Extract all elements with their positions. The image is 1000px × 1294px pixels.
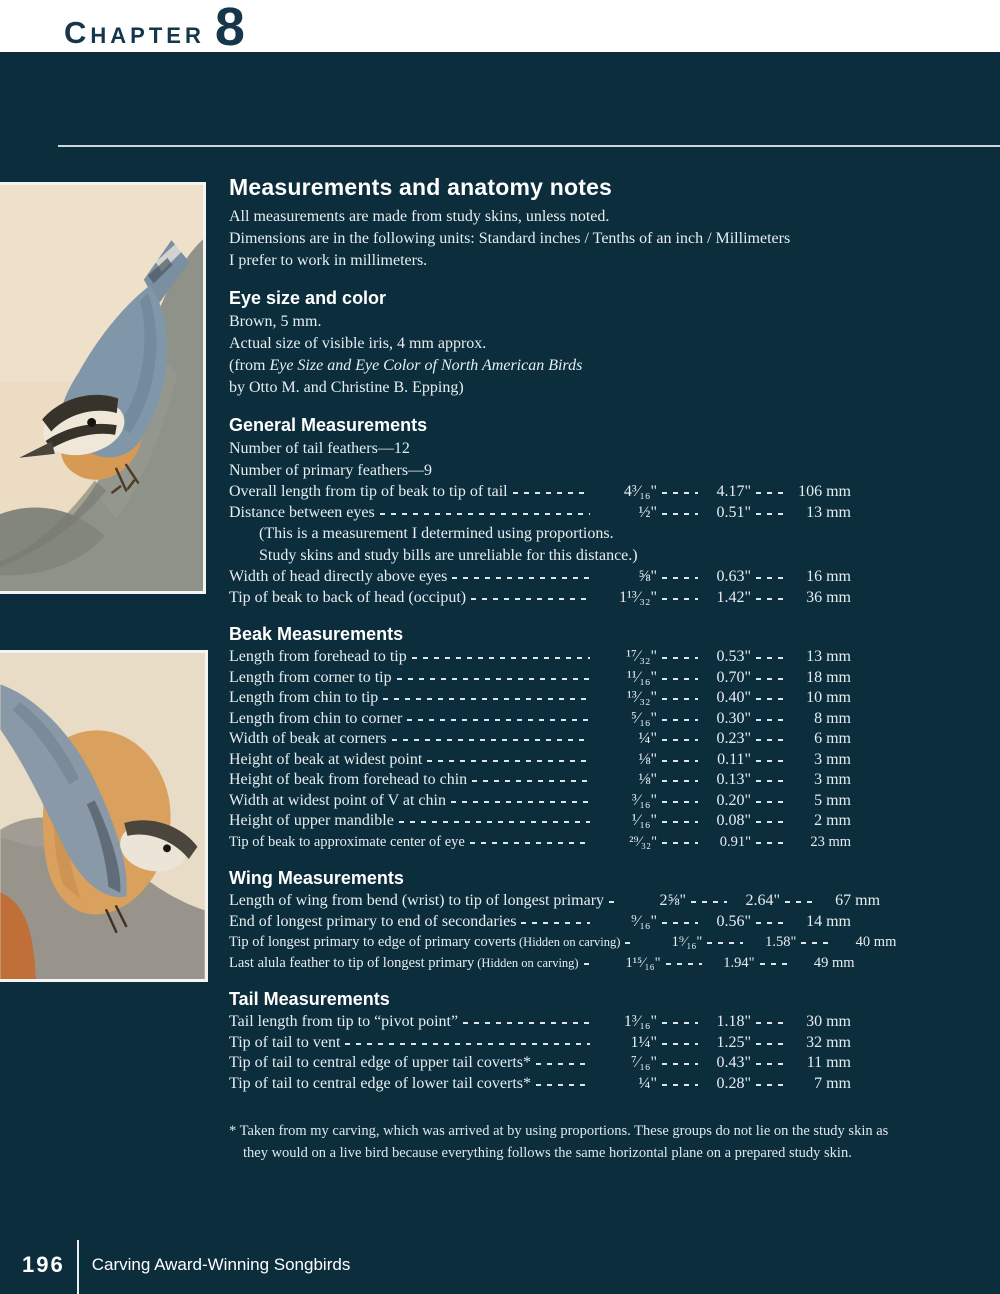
text-line-prefix: (from: [229, 357, 270, 374]
leader-dashes: [707, 942, 743, 944]
measurement-row: [229, 729, 851, 750]
value-millimeters: 40 mm: [855, 934, 897, 950]
leader-dashes: [662, 760, 698, 762]
measurement-row: [229, 1053, 851, 1074]
measurement-label: Width at widest point of V at chin: [229, 791, 446, 809]
leader-dashes: [397, 678, 590, 680]
leader-dashes: [756, 1084, 788, 1086]
leader-dashes: [471, 598, 590, 600]
leader-dashes: [662, 657, 698, 659]
leader-dashes: [691, 901, 727, 903]
leader-dashes: [756, 513, 788, 515]
measurement-row: [229, 770, 851, 791]
measurement-label: Width of beak at corners: [229, 730, 387, 747]
value-inches-fraction: ⁷⁄₁₆": [631, 1054, 657, 1071]
value-millimeters: 11 mm: [806, 1054, 851, 1071]
measurement-label: End of longest primary to end of secondaries: [229, 912, 517, 930]
value-inches-fraction: ¹⁄₁₆": [631, 812, 657, 829]
footnote: * Taken from my carving, which was arrived at by using proportions. These groups do not lie on the study skin as they would on a live bird because everything follows the same horizontal plane on a prepared study skin.: [229, 1123, 889, 1161]
leader-dashes: [609, 901, 619, 903]
footer-divider: [77, 1240, 79, 1294]
measurement-row: [229, 688, 851, 709]
measurement-label: Last alula feather to tip of longest primary: [229, 954, 475, 971]
measurement-row: [229, 811, 851, 832]
value-inches-decimal: 0.51": [716, 503, 751, 521]
leader-dashes: [662, 739, 698, 741]
value-millimeters: 49 mm: [813, 954, 855, 971]
measurement-row: [229, 1012, 851, 1033]
measurement-label: Length from corner to tip: [229, 668, 392, 686]
page-number: 196: [22, 1252, 65, 1277]
measurement-label: Tail length from tip to “pivot point”: [229, 1013, 459, 1030]
leader-dashes: [662, 678, 698, 680]
value-inches-decimal: 0.13": [716, 771, 751, 788]
leader-dashes: [756, 719, 788, 721]
value-millimeters: 16 mm: [806, 568, 851, 585]
leader-dashes: [801, 942, 833, 944]
value-inches-decimal: 0.91": [719, 833, 751, 850]
leader-dashes: [452, 577, 590, 579]
value-inches-fraction: ⁹⁄₁₆": [631, 912, 657, 930]
measurement-row: [229, 891, 881, 912]
value-millimeters: 10 mm: [806, 689, 851, 706]
value-inches-fraction: 2⅝": [659, 892, 687, 909]
measurement-row: [229, 953, 855, 974]
value-inches-fraction: ¹¹⁄₁₆": [627, 668, 657, 686]
leader-dashes: [427, 760, 590, 762]
page-title: Measurements and anatomy notes: [229, 174, 613, 200]
measurement-label: Width of head directly above eyes: [229, 568, 448, 585]
bird-carving-illustration: [0, 185, 203, 591]
leader-dashes: [756, 1043, 788, 1045]
leader-dashes: [662, 598, 698, 600]
cited-title: Eye Size and Eye Color of North American Birds: [269, 357, 583, 374]
section-eye: [229, 287, 851, 399]
leader-dashes: [662, 922, 698, 924]
leader-dashes: [662, 821, 698, 823]
chapter-band: [0, 0, 1000, 57]
value-inches-decimal: 0.70": [716, 668, 751, 686]
value-inches-decimal: 0.53": [716, 648, 751, 665]
value-inches-fraction: 4³⁄₁₆": [623, 483, 657, 500]
chapter-heading: [64, 0, 245, 57]
intro-line-1: All measurements are made from study skins, unless noted.: [229, 208, 610, 225]
leader-dashes: [662, 780, 698, 782]
leader-dashes: [756, 577, 788, 579]
section-wing: [229, 867, 897, 973]
section-beak: [229, 623, 851, 852]
measurement-label: Tip of beak to approximate center of eye: [229, 833, 465, 850]
value-inches-decimal: 1.18": [716, 1013, 751, 1030]
leader-dashes: [756, 801, 788, 803]
leader-dashes: [756, 760, 788, 762]
leader-dashes: [662, 1063, 698, 1065]
value-inches-decimal: 0.08": [716, 812, 751, 829]
intro-line-3: I prefer to work in millimeters.: [229, 252, 428, 269]
leader-dashes: [399, 821, 590, 823]
leader-dashes: [470, 842, 590, 844]
leader-dashes: [536, 1084, 590, 1086]
value-inches-fraction: ⅛": [638, 750, 657, 768]
measurement-label: Length from chin to tip: [229, 689, 379, 706]
value-millimeters: 7 mm: [814, 1074, 851, 1092]
measurement-row: [229, 588, 851, 609]
value-inches-decimal: 0.43": [716, 1054, 751, 1071]
leader-dashes: [756, 698, 788, 700]
measurement-label: Length from forehead to tip: [229, 648, 407, 665]
measurement-row: [229, 932, 897, 953]
value-inches-decimal: 1.58": [765, 934, 797, 950]
value-inches-fraction: 1³⁄₁₆": [623, 1013, 657, 1030]
value-millimeters: 18 mm: [806, 668, 851, 686]
measurement-row: [229, 668, 851, 689]
value-inches-fraction: ³⁄₁₆": [631, 791, 657, 809]
leader-dashes: [345, 1043, 590, 1045]
value-inches-decimal: 1.42": [716, 588, 751, 606]
leader-dashes: [756, 821, 788, 823]
text-line: by Otto M. and Christine B. Epping): [229, 379, 464, 396]
measurement-row: [229, 912, 851, 933]
value-inches-decimal: 2.64": [745, 892, 781, 909]
value-inches-fraction: ½": [638, 503, 657, 521]
intro-line-2: Dimensions are in the following units: Standard inches / Tenths of an inch / Millimeters: [229, 230, 791, 247]
measurement-label: Overall length from tip of beak to tip of tail: [229, 483, 508, 500]
measurement-row: [229, 1033, 851, 1054]
measurement-label: Length from chin to corner: [229, 709, 403, 727]
header-divider-line: [58, 145, 1000, 147]
value-inches-decimal: 0.28": [716, 1074, 751, 1092]
value-inches-fraction: 1¼": [630, 1033, 657, 1051]
value-inches-decimal: 0.20": [716, 791, 751, 809]
measurement-label: Distance between eyes: [229, 503, 375, 521]
text-line: Study skins and study bills are unreliable for this distance.): [259, 547, 638, 564]
measurement-row: [229, 791, 851, 812]
measurement-label: Length of wing from bend (wrist) to tip of longest primary: [229, 892, 605, 909]
page-footer: [0, 1236, 1000, 1294]
value-millimeters: 23 mm: [810, 833, 851, 850]
measurement-label: Tip of longest primary to edge of primary coverts: [229, 934, 516, 950]
measurement-note: (Hidden on carving): [477, 955, 579, 970]
leader-dashes: [756, 842, 788, 844]
leader-dashes: [662, 513, 698, 515]
text-line: [229, 355, 851, 377]
leader-dashes: [625, 942, 635, 944]
leader-dashes: [513, 492, 590, 494]
measurement-row: [229, 482, 851, 503]
measurement-label: Height of beak at widest point: [229, 750, 423, 768]
leader-dashes: [472, 780, 590, 782]
value-millimeters: 36 mm: [806, 588, 851, 606]
measurement-label: Tip of tail to vent: [229, 1033, 341, 1051]
section-heading: General Measurements: [229, 415, 428, 435]
measurement-label: Tip of tail to central edge of upper tail coverts*: [229, 1054, 531, 1071]
section-heading: Beak Measurements: [229, 624, 404, 644]
chapter-label: Chapter: [64, 15, 205, 50]
value-millimeters: 5 mm: [814, 791, 851, 809]
value-millimeters: 6 mm: [814, 730, 851, 747]
value-millimeters: 13 mm: [806, 503, 851, 521]
leader-dashes: [760, 963, 792, 965]
value-inches-fraction: 1⁹⁄₁₆": [671, 934, 703, 950]
value-inches-fraction: ⁵⁄₁₆": [631, 709, 657, 727]
leader-dashes: [584, 963, 594, 965]
value-inches-decimal: 0.23": [716, 730, 751, 747]
value-inches-fraction: ¼": [638, 1074, 657, 1092]
value-inches-decimal: 0.63": [716, 568, 751, 585]
measurement-label: Tip of beak to back of head (occiput): [229, 588, 467, 606]
measurement-sections: [229, 287, 897, 1094]
value-inches-decimal: 0.40": [716, 689, 751, 706]
leader-dashes: [756, 657, 788, 659]
leader-dashes: [666, 963, 702, 965]
leader-dashes: [407, 719, 590, 721]
leader-dashes: [756, 678, 788, 680]
measurement-row: [229, 832, 851, 853]
measurement-note: (Hidden on carving): [519, 935, 621, 949]
value-inches-decimal: 4.17": [716, 483, 751, 500]
book-title: Carving Award-Winning Songbirds: [91, 1255, 351, 1274]
value-millimeters: 3 mm: [814, 750, 851, 768]
value-inches-fraction: ²⁹⁄₃₂": [629, 833, 657, 850]
value-millimeters: 14 mm: [806, 912, 851, 930]
leader-dashes: [451, 801, 590, 803]
leader-dashes: [756, 922, 788, 924]
text-line: Number of tail feathers—12: [229, 440, 410, 457]
section-general: [229, 414, 851, 608]
value-millimeters: 32 mm: [806, 1033, 851, 1051]
value-inches-decimal: 1.94": [723, 954, 755, 971]
leader-dashes: [662, 492, 698, 494]
leader-dashes: [662, 1043, 698, 1045]
leader-dashes: [756, 1022, 788, 1024]
value-millimeters: 67 mm: [835, 892, 881, 909]
text-line: Number of primary feathers—9: [229, 462, 433, 479]
leader-dashes: [662, 1022, 698, 1024]
measurement-row: [229, 647, 851, 668]
leader-dashes: [536, 1063, 590, 1065]
measurement-row: [229, 503, 851, 524]
leader-dashes: [756, 739, 788, 741]
chapter-number: 8: [214, 0, 245, 57]
value-millimeters: 3 mm: [814, 771, 851, 788]
measurement-row: [229, 1074, 851, 1095]
value-millimeters: 2 mm: [814, 812, 851, 829]
value-inches-fraction: ⅛": [638, 771, 657, 788]
leader-dashes: [662, 842, 698, 844]
value-inches-decimal: 1.25": [716, 1033, 751, 1051]
leader-dashes: [463, 1022, 590, 1024]
leader-dashes: [662, 719, 698, 721]
value-inches-decimal: 0.11": [717, 750, 751, 768]
text-line: Actual size of visible iris, 4 mm approx.: [229, 335, 487, 352]
text-column: [229, 174, 897, 1164]
value-inches-fraction: 1¹³⁄₃₂": [619, 588, 657, 606]
value-inches-fraction: ¹⁷⁄₃₂": [626, 648, 657, 665]
value-inches-decimal: 0.56": [716, 912, 751, 930]
leader-dashes: [392, 739, 590, 741]
leader-dashes: [662, 577, 698, 579]
leader-dashes: [521, 922, 590, 924]
section-heading: Eye size and color: [229, 288, 387, 308]
value-millimeters: 106 mm: [798, 483, 851, 500]
value-inches-fraction: ⅝": [638, 568, 657, 585]
section-tail: [229, 988, 851, 1094]
leader-dashes: [662, 698, 698, 700]
value-inches-decimal: 0.30": [716, 709, 751, 727]
leader-dashes: [756, 780, 788, 782]
leader-dashes: [756, 492, 788, 494]
photo-nuthatch-carving-closeup: [0, 650, 208, 982]
measurement-label: Tip of tail to central edge of lower tail coverts*: [229, 1074, 531, 1092]
leader-dashes: [662, 801, 698, 803]
leader-dashes: [383, 698, 590, 700]
photo-nuthatch-carving-perched: [0, 182, 206, 594]
leader-dashes: [412, 657, 590, 659]
value-millimeters: 8 mm: [814, 709, 851, 727]
text-line: Brown, 5 mm.: [229, 313, 322, 330]
leader-dashes: [785, 901, 817, 903]
leader-dashes: [756, 1063, 788, 1065]
leader-dashes: [380, 513, 590, 515]
section-heading: Wing Measurements: [229, 868, 404, 888]
measurement-label: Height of upper mandible: [229, 812, 394, 829]
value-inches-fraction: ¼": [638, 730, 657, 747]
leader-dashes: [662, 1084, 698, 1086]
section-heading: Tail Measurements: [229, 989, 390, 1009]
bird-carving-closeup-illustration: [0, 653, 205, 979]
text-line: (This is a measurement I determined using proportions.: [259, 525, 614, 542]
value-millimeters: 30 mm: [806, 1013, 851, 1030]
leader-dashes: [756, 598, 788, 600]
measurement-row: [229, 567, 851, 588]
measurement-row: [229, 750, 851, 771]
measurement-label: Height of beak from forehead to chin: [229, 771, 468, 788]
value-inches-fraction: ¹³⁄₃₂": [627, 689, 657, 706]
measurement-row: [229, 709, 851, 730]
value-millimeters: 13 mm: [806, 648, 851, 665]
value-inches-fraction: 1¹⁵⁄₁₆": [625, 954, 661, 971]
